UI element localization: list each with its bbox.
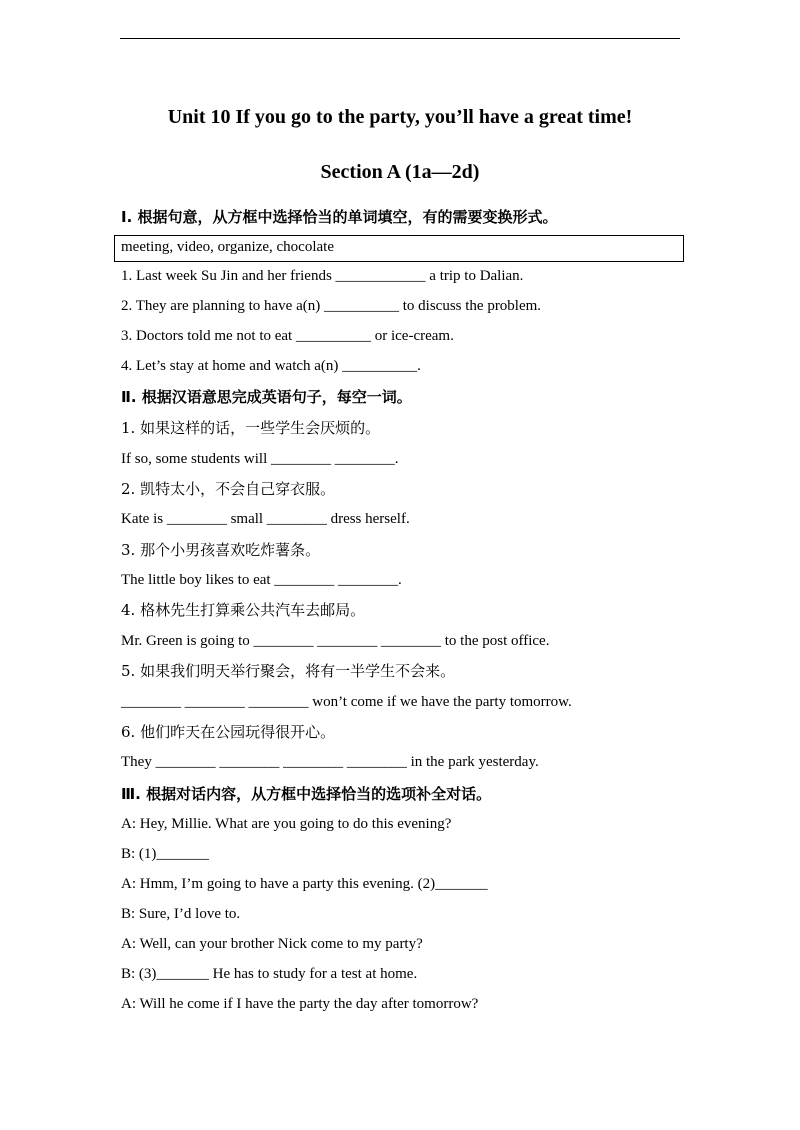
part2-answer-1: If so, some students will ________ ________.	[121, 451, 399, 467]
part1-heading: Ⅰ. 根据句意，从方框中选择恰当的单词填空，有的需要变换形式。	[121, 208, 558, 226]
part2-answer-6: They ________ ________ ________ ________ in the park yesterday.	[121, 754, 539, 770]
section-subtitle: Section A (1a—2d)	[320, 161, 480, 183]
part2-prompt-6: 6. 他们昨天在公园玩得很开心。	[121, 723, 336, 741]
dialogue-line-7: A: Will he come if I have the party the day after tomorrow?	[121, 996, 479, 1012]
header-rule	[120, 38, 680, 39]
part1-item-4: 4. Let’s stay at home and watch a(n) __________.	[121, 358, 421, 374]
part2-answer-2: Kate is ________ small ________ dress herself.	[121, 511, 410, 527]
part2-heading: Ⅱ. 根据汉语意思完成英语句子，每空一词。	[121, 388, 412, 406]
dialogue-line-2: B: (1)_______	[121, 846, 209, 862]
word-box-words: meeting, video, organize, chocolate	[121, 239, 334, 255]
part1-item-3: 3. Doctors told me not to eat __________ or ice-cream.	[121, 328, 454, 344]
part2-answer-3: The little boy likes to eat ________ ________.	[121, 572, 402, 588]
part3-heading: Ⅲ. 根据对话内容，从方框中选择恰当的选项补全对话。	[121, 785, 492, 803]
part2-prompt-4: 4. 格林先生打算乘公共汽车去邮局。	[121, 601, 366, 619]
dialogue-line-1: A: Hey, Millie. What are you going to do this evening?	[121, 816, 452, 832]
part2-prompt-5: 5. 如果我们明天举行聚会，将有一半学生不会来。	[121, 662, 456, 680]
part2-prompt-1: 1. 如果这样的话，一些学生会厌烦的。	[121, 419, 381, 437]
part2-answer-4: Mr. Green is going to ________ ________ ________ to the post office.	[121, 633, 550, 649]
part2-prompt-3: 3. 那个小男孩喜欢吃炸薯条。	[121, 541, 321, 559]
part2-prompt-2: 2. 凯特太小，不会自己穿衣服。	[121, 480, 336, 498]
dialogue-line-4: B: Sure, I’d love to.	[121, 906, 241, 922]
dialogue-line-6: B: (3)_______ He has to study for a test at home.	[121, 966, 418, 982]
part1-item-1: 1. Last week Su Jin and her friends ____________ a trip to Dalian.	[121, 268, 524, 284]
part1-item-2: 2. They are planning to have a(n) __________ to discuss the problem.	[121, 298, 542, 314]
dialogue-line-3: A: Hmm, I’m going to have a party this evening. (2)_______	[121, 876, 488, 892]
word-box	[114, 235, 684, 262]
part2-answer-5: ________ ________ ________ won’t come if we have the party tomorrow.	[121, 694, 572, 710]
dialogue-line-5: A: Well, can your brother Nick come to my party?	[121, 936, 423, 952]
page-title: Unit 10 If you go to the party, you’ll have a great time!	[167, 106, 633, 128]
